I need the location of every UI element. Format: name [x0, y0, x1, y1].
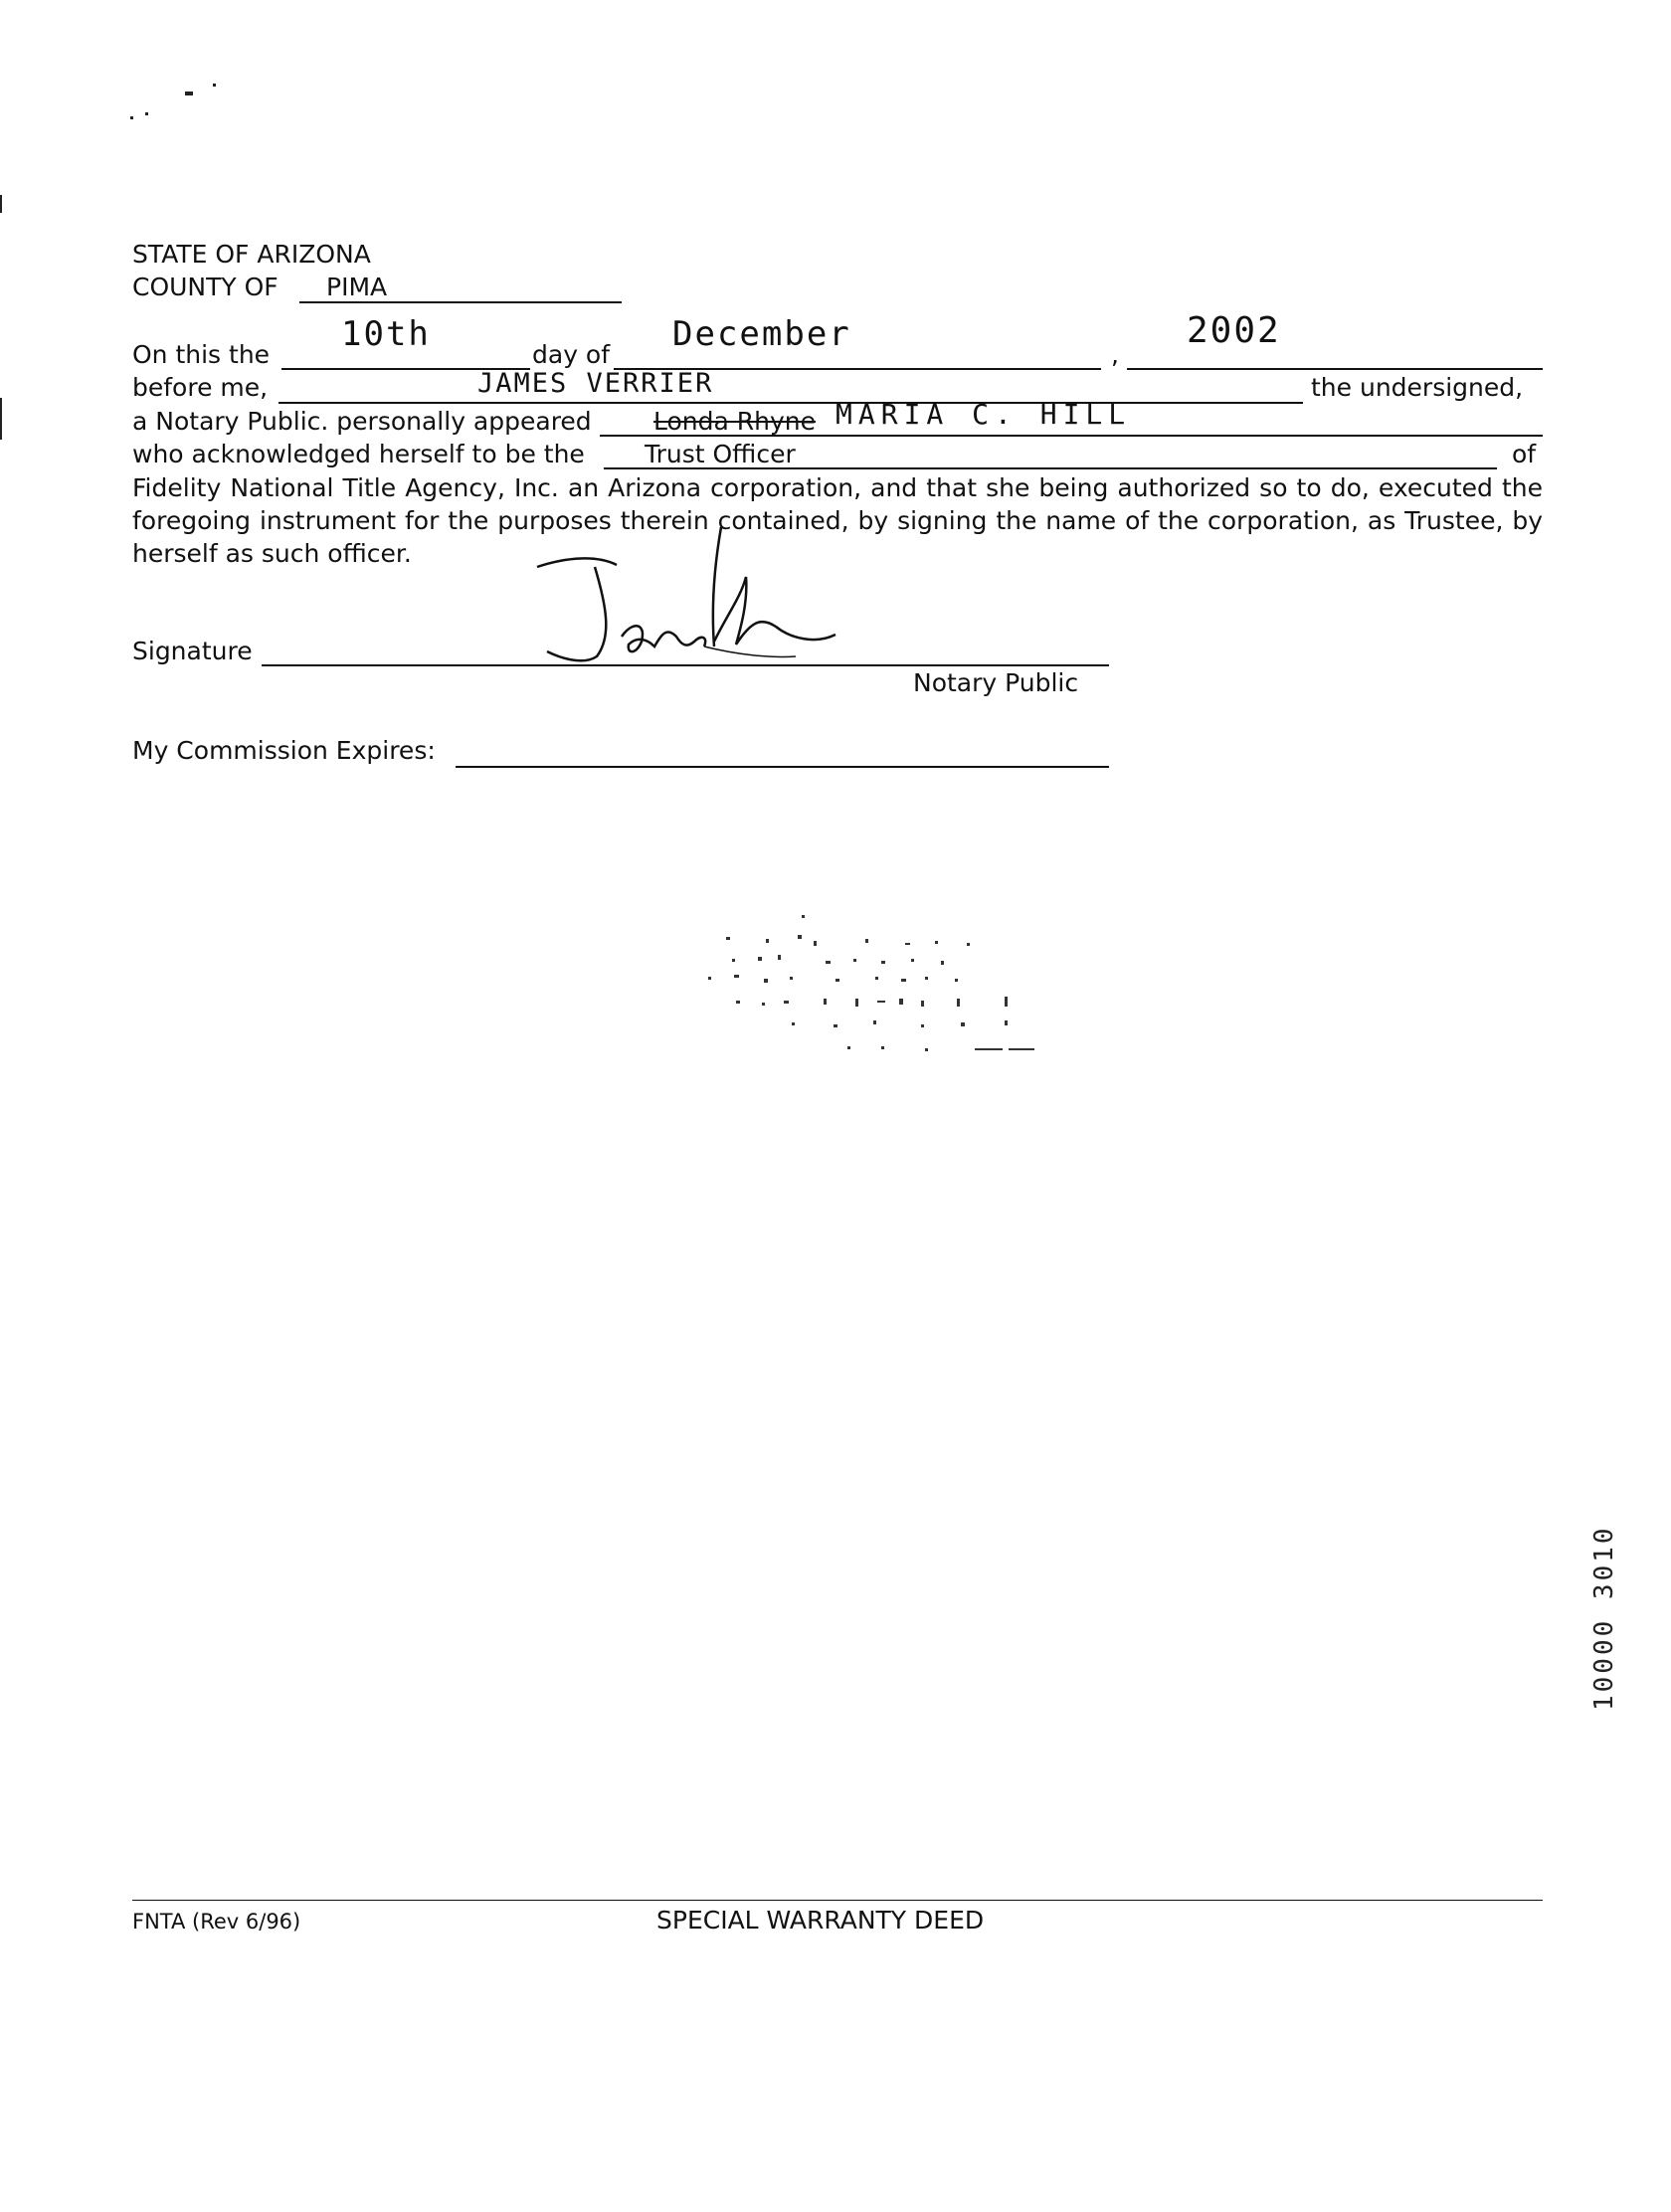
- year-handwritten: 2002: [1187, 310, 1281, 351]
- county-value: PIMA: [326, 273, 388, 301]
- personally-appeared-label: a Notary Public. personally appeared: [132, 407, 592, 436]
- commission-expires-label: My Commission Expires:: [132, 736, 436, 765]
- scan-speck: [213, 84, 216, 87]
- struck-name: Londa Rhyne: [653, 407, 817, 436]
- scan-edge: [0, 195, 2, 213]
- margin-stamp: 10000 3010: [1589, 1525, 1619, 1711]
- day-of-label: day of: [532, 340, 611, 369]
- scan-speck: [130, 116, 133, 119]
- acknowledgment-body: Fidelity National Title Agency, Inc. an Arizona corporation, and that she being authorized so to do, executed the foregoing instrument for the purposes therein contained, by signing the name of the corporation, as Trustee, by herself as such officer.: [132, 473, 1543, 568]
- notary-public-caption: Notary Public: [913, 668, 1079, 697]
- document-title: SPECIAL WARRANTY DEED: [656, 1906, 985, 1935]
- date-comma: ,: [1111, 340, 1119, 369]
- the-undersigned-label: the undersigned,: [1311, 373, 1524, 402]
- month-handwritten: December: [672, 314, 851, 354]
- scan-edge: [0, 398, 2, 440]
- state-heading: STATE OF ARIZONA: [132, 240, 371, 269]
- footer-rule: [132, 1900, 1543, 1901]
- of-label: of: [1512, 440, 1537, 468]
- on-this-the-label: On this the: [132, 340, 271, 369]
- title-value: Trust Officer: [645, 440, 796, 468]
- form-code: FNTA (Rev 6/96): [132, 1910, 301, 1934]
- scan-speck: [145, 112, 148, 115]
- county-label: COUNTY OF: [132, 273, 278, 301]
- before-me-label: before me,: [132, 373, 269, 402]
- notary-name-line: [278, 402, 1303, 404]
- appeared-name-handwritten: MARIA C. HILL: [836, 398, 1132, 431]
- county-line: [299, 301, 622, 303]
- commission-line: [456, 766, 1109, 768]
- scan-speck: [185, 92, 193, 95]
- handwritten-signature: [537, 527, 895, 676]
- day-handwritten: 10th: [341, 314, 431, 354]
- acknowledged-herself-label: who acknowledged herself to be the: [132, 440, 585, 468]
- signature-label: Signature: [132, 637, 253, 665]
- year-line: [1127, 368, 1543, 370]
- faded-notary-seal: [706, 915, 1164, 1074]
- notary-name-handwritten: JAMES VERRIER: [477, 368, 714, 399]
